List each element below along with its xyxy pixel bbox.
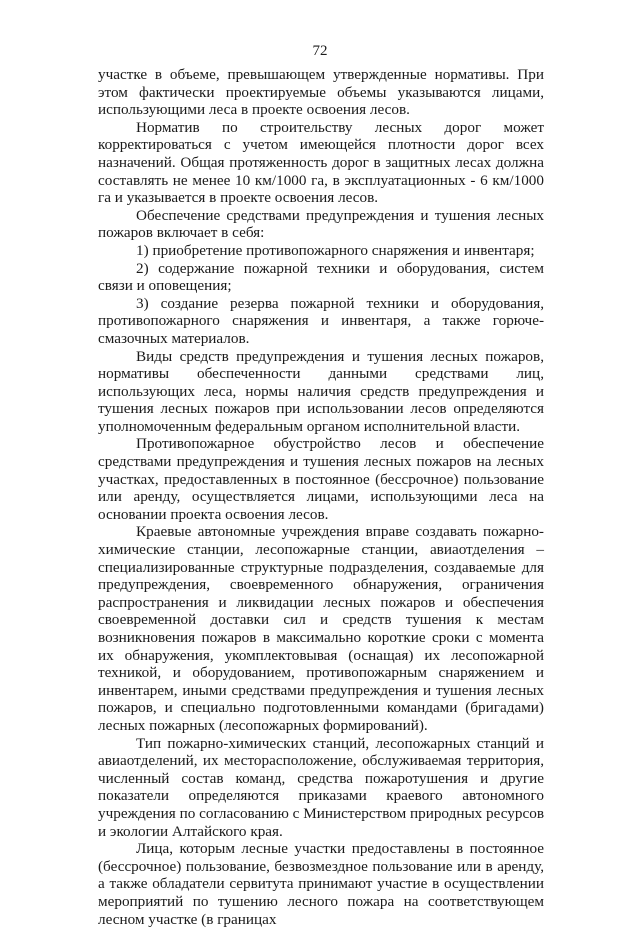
list-item-2: 2) содержание пожарной техники и оборудования, систем связи и оповещения;: [98, 259, 544, 295]
paragraph-station-types: Тип пожарно-химических станций, лесопожарных станций и авиаотделений, их месторасположение, обслуживаемая территория, численный состав команд, средства пожаротушения и другие показатели определяются приказами краевого автономного учреждения по согласованию с Министерством природных ресурсов и экологии Алтайского края.: [98, 734, 544, 840]
page-number: 72: [312, 43, 328, 59]
paragraph-fire-arrangement: Противопожарное обустройство лесов и обеспечение средствами предупреждения и тушения лесных пожаров на лесных участках, предоставленных в постоянное (бессрочное) пользование или аренду, осуществляется лицами, использующими леса на основании проекта освоения лесов.: [98, 435, 544, 523]
paragraph-regional-institutions: Краевые автономные учреждения вправе создавать пожарно-химические станции, лесопожарные станции, авиаотделения – специализированные структурные подразделения, создаваемые для предупреждения, своевременного обнаружения, ограничения распространения и ликвидации лесных пожаров и обеспечения своевременной доставки сил и средств тушения к местам возникновения пожаров в максимально короткие сроки с момента их обнаружения, укомплектовывая (оснащая) их лесопожарной техникой, и оборудованием, противопожарным снаряжением и инвентарем, иными средствами предупреждения и тушения лесных пожаров, и специально подготовленными командами (бригадами) лесных пожарных (лесопожарных формирований).: [98, 523, 544, 734]
paragraph-forest-users: Лица, которым лесные участки предоставлены в постоянное (бессрочное) пользование, безвозмездное пользование или в аренду, а также обладатели сервитута принимают участие в осуществлении мероприятий по тушению лесного пожара на соответствующем лесном участке (в границах: [98, 840, 544, 928]
paragraph-fire-means-intro: Обеспечение средствами предупреждения и тушения лесных пожаров включает в себя:: [98, 206, 544, 242]
body-text: [98, 66, 544, 928]
paragraph-continuation: участке в объеме, превышающем утвержденные нормативы. При этом фактически проектируемые объемы указываются лицами, использующими леса в проекте освоения лесов.: [98, 66, 544, 119]
list-item-3: 3) создание резерва пожарной техники и оборудования, противопожарного снаряжения и инвентаря, а также горюче-смазочных материалов.: [98, 294, 544, 347]
paragraph-fire-means-types: Виды средств предупреждения и тушения лесных пожаров, нормативы обеспеченности данными средствами лиц, использующих леса, нормы наличия средств предупреждения и тушения лесных пожаров при использовании лесов определяются уполномоченным федеральным органом исполнительной власти.: [98, 347, 544, 435]
list-item-1: 1) приобретение противопожарного снаряжения и инвентаря;: [136, 241, 535, 259]
paragraph-road-norms: Норматив по строительству лесных дорог может корректироваться с учетом имеющейся плотности дорог всех назначений. Общая протяженность дорог в защитных лесах должна составлять не менее 10 км/1000 га, в эксплуатационных - 6 км/1000 га и указывается в проекте освоения лесов.: [98, 118, 544, 207]
